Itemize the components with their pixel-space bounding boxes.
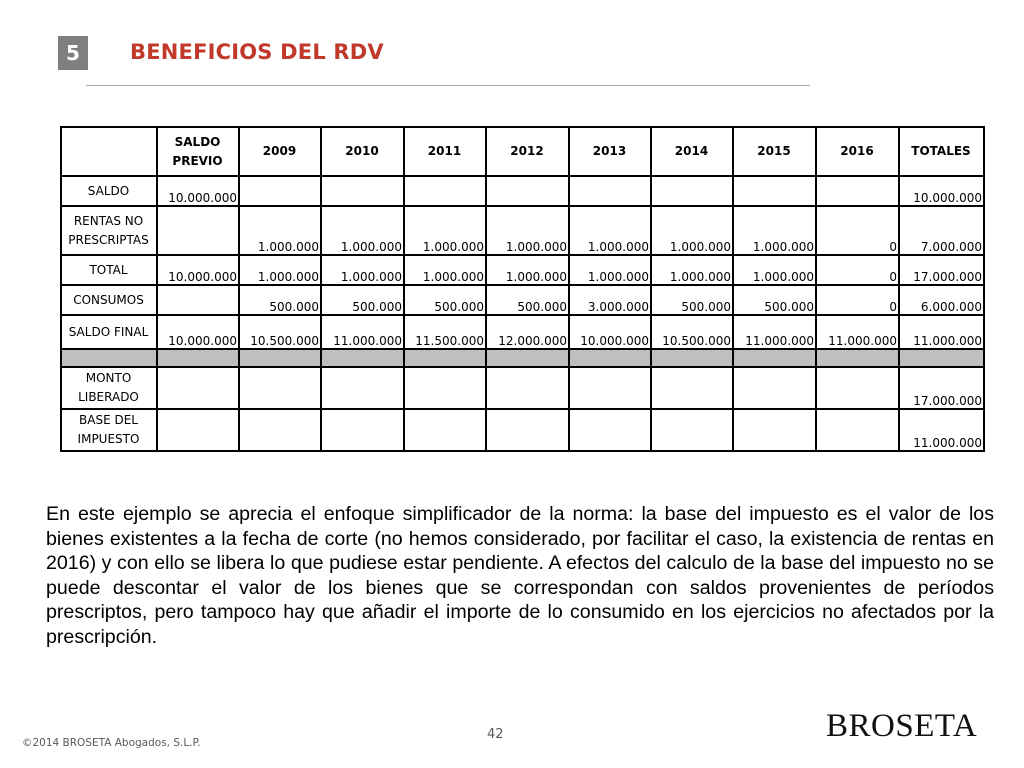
column-header: 2012 [486,127,569,176]
value-cell [321,176,404,206]
row-label: TOTAL [61,255,157,285]
value-cell [733,409,816,451]
column-header: 2016 [816,127,899,176]
value-cell [816,349,899,367]
value-cell: 1.000.000 [404,255,486,285]
value-cell [157,367,239,409]
table-row [61,255,984,285]
value-cell [899,349,984,367]
broseta-logo: BROSETA [826,708,978,744]
value-cell: 500.000 [651,285,733,315]
value-cell [404,349,486,367]
value-cell [486,367,569,409]
value-cell [321,409,404,451]
value-cell [816,367,899,409]
value-cell [404,409,486,451]
value-cell [569,409,651,451]
row-label: BASE DEL IMPUESTO [61,409,157,451]
rdv-table [60,126,985,452]
value-cell: 1.000.000 [321,255,404,285]
value-cell [239,349,321,367]
separator-row [61,349,984,367]
value-cell [569,349,651,367]
value-cell [733,367,816,409]
value-cell: 17.000.000 [899,255,984,285]
table-row [61,367,984,409]
value-cell: 6.000.000 [899,285,984,315]
value-cell: 0 [816,255,899,285]
value-cell: 1.000.000 [404,206,486,255]
value-cell [569,367,651,409]
value-cell [569,176,651,206]
value-cell: 500.000 [239,285,321,315]
value-cell [239,409,321,451]
value-cell: 7.000.000 [899,206,984,255]
value-cell: 500.000 [321,285,404,315]
value-cell: 500.000 [404,285,486,315]
page-number: 42 [487,727,504,742]
value-cell: 1.000.000 [239,206,321,255]
value-cell: 11.000.000 [816,315,899,349]
table-row [61,315,984,349]
value-cell: 10.000.000 [569,315,651,349]
value-cell [404,367,486,409]
value-cell: 11.000.000 [899,315,984,349]
value-cell [651,349,733,367]
row-label: RENTAS NO PRESCRIPTAS [61,206,157,255]
value-cell [651,176,733,206]
value-cell [733,349,816,367]
value-cell [239,176,321,206]
row-label: SALDO [61,176,157,206]
slide-title: BENEFICIOS DEL RDV [130,40,384,64]
table-row [61,206,984,255]
value-cell [816,176,899,206]
value-cell [321,367,404,409]
title-divider [86,85,810,86]
column-header: 2009 [239,127,321,176]
column-header: TOTALES [899,127,984,176]
value-cell: 500.000 [733,285,816,315]
value-cell [157,409,239,451]
table-header-row [61,127,984,176]
value-cell: 10.000.000 [157,255,239,285]
value-cell: 10.000.000 [157,176,239,206]
value-cell [157,206,239,255]
value-cell: 1.000.000 [486,255,569,285]
value-cell: 10.000.000 [899,176,984,206]
value-cell: 10.500.000 [239,315,321,349]
column-header: 2010 [321,127,404,176]
value-cell [486,176,569,206]
copyright-notice: ©2014 BROSETA Abogados, S.L.P. [22,737,201,749]
value-cell: 0 [816,206,899,255]
value-cell: 1.000.000 [733,255,816,285]
table-row [61,409,984,451]
column-header: 2014 [651,127,733,176]
value-cell: 11.000.000 [321,315,404,349]
value-cell: 1.000.000 [486,206,569,255]
value-cell: 1.000.000 [569,206,651,255]
table-row [61,176,984,206]
value-cell [733,176,816,206]
row-label: CONSUMOS [61,285,157,315]
row-label: MONTO LIBERADO [61,367,157,409]
value-cell: 11.500.000 [404,315,486,349]
value-cell: 12.000.000 [486,315,569,349]
column-header: 2013 [569,127,651,176]
value-cell: 1.000.000 [651,255,733,285]
value-cell: 11.000.000 [899,409,984,451]
value-cell [157,285,239,315]
column-header: 2011 [404,127,486,176]
value-cell: 500.000 [486,285,569,315]
value-cell [486,409,569,451]
table-row [61,285,984,315]
value-cell: 0 [816,285,899,315]
value-cell [239,367,321,409]
value-cell: 1.000.000 [321,206,404,255]
value-cell [651,367,733,409]
value-cell [404,176,486,206]
value-cell: 10.500.000 [651,315,733,349]
header-corner-cell [61,127,157,176]
value-cell [157,349,239,367]
value-cell [651,409,733,451]
value-cell: 3.000.000 [569,285,651,315]
value-cell [321,349,404,367]
value-cell: 1.000.000 [651,206,733,255]
row-label: SALDO FINAL [61,315,157,349]
value-cell: 11.000.000 [733,315,816,349]
explanation-paragraph: En este ejemplo se aprecia el enfoque simplificador de la norma: la base del impuesto es el valor de los bienes existentes a la fecha de corte (no hemos considerado, por facilitar el caso, la existencia de rentas en 2016) y con ello se libera lo que pudiese estar pendiente. A efectos del calculo de la base del impuesto no se puede descontar el valor de los bienes que se correspondan con saldos provenientes de períodos prescriptos, pero tampoco hay que añadir el importe de lo consumido en los ejercicios no afectados por la prescripción. [46,503,994,648]
column-header: 2015 [733,127,816,176]
value-cell: 10.000.000 [157,315,239,349]
value-cell [816,409,899,451]
column-header: SALDO PREVIO [157,127,239,176]
row-label [61,349,157,367]
section-number-badge: 5 [58,36,88,70]
value-cell: 1.000.000 [733,206,816,255]
value-cell [486,349,569,367]
value-cell: 1.000.000 [569,255,651,285]
value-cell: 17.000.000 [899,367,984,409]
value-cell: 1.000.000 [239,255,321,285]
